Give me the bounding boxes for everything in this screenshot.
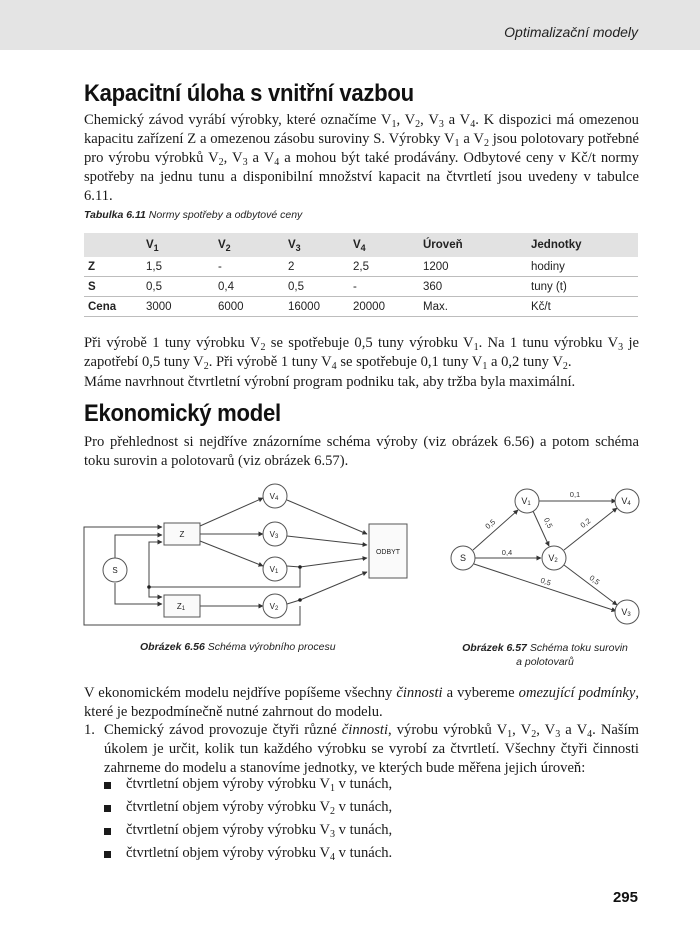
table-row-header: S xyxy=(84,277,142,297)
material-flow-diagram xyxy=(440,480,650,630)
table-cell: hodiny xyxy=(527,257,638,277)
figure-656-caption: Obrázek 6.56 Schéma výrobního procesu xyxy=(140,641,336,653)
edge-v1-stub xyxy=(287,566,300,567)
table-cell: 3000 xyxy=(142,297,214,317)
section-heading-economic-model: Ekonomický model xyxy=(84,400,281,427)
edge-v1-to-z1 xyxy=(149,587,162,597)
table-cell: tuny (t) xyxy=(527,277,638,297)
junction-dot xyxy=(298,565,302,569)
schema-intro-paragraph: Pro přehlednost si nejdříve znázorníme schéma výroby (viz obrázek 6.56) a potom schéma toku surovin a polotovarů (viz obrázek 6.57). xyxy=(84,434,639,469)
bullet-item: čtvrtletní objem výroby výrobku $V_3$ v tunách, xyxy=(104,819,392,842)
table-row-header: Z xyxy=(84,257,142,277)
production-process-diagram xyxy=(80,478,420,633)
table-header-cell: Jednotky xyxy=(527,233,638,257)
node-z1-label: Z1 xyxy=(176,602,186,612)
table-cell: 0,4 xyxy=(214,277,284,297)
objective-paragraph: Máme navrhnout čtvrtletní výrobní program podniku tak, aby tržba byla maximální. xyxy=(84,374,576,390)
table-cell: 0,5 xyxy=(284,277,349,297)
table-cell: 20000 xyxy=(349,297,419,317)
junction-dot xyxy=(147,585,151,589)
list-item-body: Chemický závod provozuje čtyři různé činnosti, výrobu výrobků $V_1$, $V_2$, $V_3$ a $V_4$. Naším úkolem je určit, kolik tun každého výrobku se vyrobí za čtvrtletí. Všechny čtyři činnosti zahrneme do modelu a stanovíme jednotky, ve kterých bude měřena jejich úroveň: xyxy=(104,722,639,776)
edge-label-s-v1: 0,5 xyxy=(483,517,498,531)
bullet-square-icon xyxy=(104,828,111,835)
table-cell: 2,5 xyxy=(349,257,419,277)
node-v2-label: V2 xyxy=(548,553,558,564)
table-header-row xyxy=(84,233,638,257)
node-odbyt-label: ODBYT xyxy=(375,549,401,556)
table-cell: Kč/t xyxy=(527,297,638,317)
page-number: 295 xyxy=(612,889,638,906)
table-header-cell xyxy=(84,233,142,257)
node-s-label: S xyxy=(459,553,467,563)
table-cell: - xyxy=(214,257,284,277)
edge-v1-to-z xyxy=(149,542,162,587)
node-v4-label: V4 xyxy=(269,492,279,502)
edge-v2-stub xyxy=(287,600,300,604)
consumption-norms-table xyxy=(84,233,638,317)
edge-s-to-z xyxy=(115,535,162,558)
table-caption-label: Tabulka 6.11 xyxy=(84,209,146,221)
consumption-paragraph: Při výrobě 1 tuny výrobku $V_2$ se spotřebuje 0,5 tuny výrobku $V_1$. Na 1 tunu výrobku $V_3$ je zapotřebí 0,5 tuny $V_2$. Při výrobě 1 tuny $V_4$ se spotřebuje 0,1 tuny $V_1$ a 0,2 tuny $V_2$. xyxy=(84,335,639,372)
table-cell: 360 xyxy=(419,277,527,297)
edge-label-v1-v2: 0,5 xyxy=(541,516,555,530)
activities-paragraph: V ekonomickém modelu nejdříve popíšeme všechny činnosti a vybereme omezující podmínky, které je bezpodmínečně nutné zahrnout do modelu. xyxy=(84,685,639,720)
edge-label-v1-v4: 0,1 xyxy=(569,490,581,499)
running-header-band xyxy=(0,0,700,50)
table-cell: 1200 xyxy=(419,257,527,277)
edge-v2-to-v3 xyxy=(564,565,617,605)
table-cell: 6000 xyxy=(214,297,284,317)
node-v3-label: V3 xyxy=(269,530,279,540)
edge-v1-to-odbyt xyxy=(300,558,367,567)
edge-label-s-v2: 0,4 xyxy=(501,548,513,557)
node-v2-label: V2 xyxy=(269,602,279,612)
edge-z-to-v4 xyxy=(200,498,263,526)
table-cell: 0,5 xyxy=(142,277,214,297)
edge-v4-to-odbyt xyxy=(287,500,367,534)
bullet-square-icon xyxy=(104,851,111,858)
node-v1-label: V1 xyxy=(521,496,531,507)
numbered-list xyxy=(84,721,639,778)
bullet-item: čtvrtletní objem výroby výrobku $V_4$ v tunách. xyxy=(104,842,392,865)
section-heading-capacity-task: Kapacitní úloha s vnitřní vazbou xyxy=(84,80,414,107)
bullet-item: čtvrtletní objem výroby výrobku $V_2$ v tunách, xyxy=(104,796,392,819)
table-cell: - xyxy=(349,277,419,297)
node-s-label: S xyxy=(112,566,118,575)
bullet-square-icon xyxy=(104,782,111,789)
edge-s-to-z1 xyxy=(115,583,162,604)
list-item-number: 1. xyxy=(84,722,95,738)
edge-v2-to-odbyt xyxy=(300,572,367,600)
table-row-header: Cena xyxy=(84,297,142,317)
bullet-list xyxy=(104,773,392,865)
table-row xyxy=(84,257,638,277)
running-header-title: Optimalizační modely xyxy=(504,24,638,40)
bullet-item: čtvrtletní objem výroby výrobku $V_1$ v tunách, xyxy=(104,773,392,796)
table-caption xyxy=(84,209,302,221)
table-caption-text: Normy spotřeby a odbytové ceny xyxy=(145,209,303,221)
node-v4-label: V4 xyxy=(621,496,631,507)
edge-v3-to-odbyt xyxy=(287,536,367,545)
table-header-cell: $V_2$ xyxy=(214,233,284,257)
intro-paragraph: Chemický závod vyrábí výrobky, které označíme $V_1$, $V_2$, $V_3$ a $V_4$. K dispozici má omezenou kapacitu zařízení Z a omezenou zásobu suroviny S. Výrobky $V_1$ a $V_2$ jsou polotovary potřebné pro výrobu výrobků $V_2$, $V_3$ a $V_4$ a mohou být také prodávány. Odbytové ceny v Kč/t normy spotřeby na jednu tunu a disponibilní množství kapacit na čtvrtletí jsou uvedeny v tabulce 6.11. xyxy=(84,112,639,204)
table-cell: 1,5 xyxy=(142,257,214,277)
table-header-cell: $V_3$ xyxy=(284,233,349,257)
edge-label-s-v3: 0,5 xyxy=(539,575,553,588)
table-row xyxy=(84,277,638,297)
list-item xyxy=(84,721,639,778)
node-v3-label: V3 xyxy=(621,607,631,618)
node-v1-label: V1 xyxy=(269,565,279,575)
edge-v2-to-v4 xyxy=(564,508,617,550)
junction-dot xyxy=(298,598,302,602)
edge-label-v2-v3: 0,5 xyxy=(587,573,602,587)
table-cell: Max. xyxy=(419,297,527,317)
table-header-cell: $V_1$ xyxy=(142,233,214,257)
table-cell: 2 xyxy=(284,257,349,277)
figure-657-caption: Obrázek 6.57 Schéma toku surovin a polotovarů xyxy=(462,642,628,668)
edge-s-to-v3 xyxy=(474,564,616,611)
edge-label-v2-v4: 0,2 xyxy=(578,516,593,530)
table-cell: 16000 xyxy=(284,297,349,317)
edge-s-to-v1 xyxy=(473,510,518,550)
edge-z-to-v1 xyxy=(200,541,263,566)
table-header-cell: $V_4$ xyxy=(349,233,419,257)
node-z-label: Z xyxy=(179,530,185,539)
table-header-cell: Úroveň xyxy=(419,233,527,257)
bullet-square-icon xyxy=(104,805,111,812)
table-row xyxy=(84,297,638,317)
